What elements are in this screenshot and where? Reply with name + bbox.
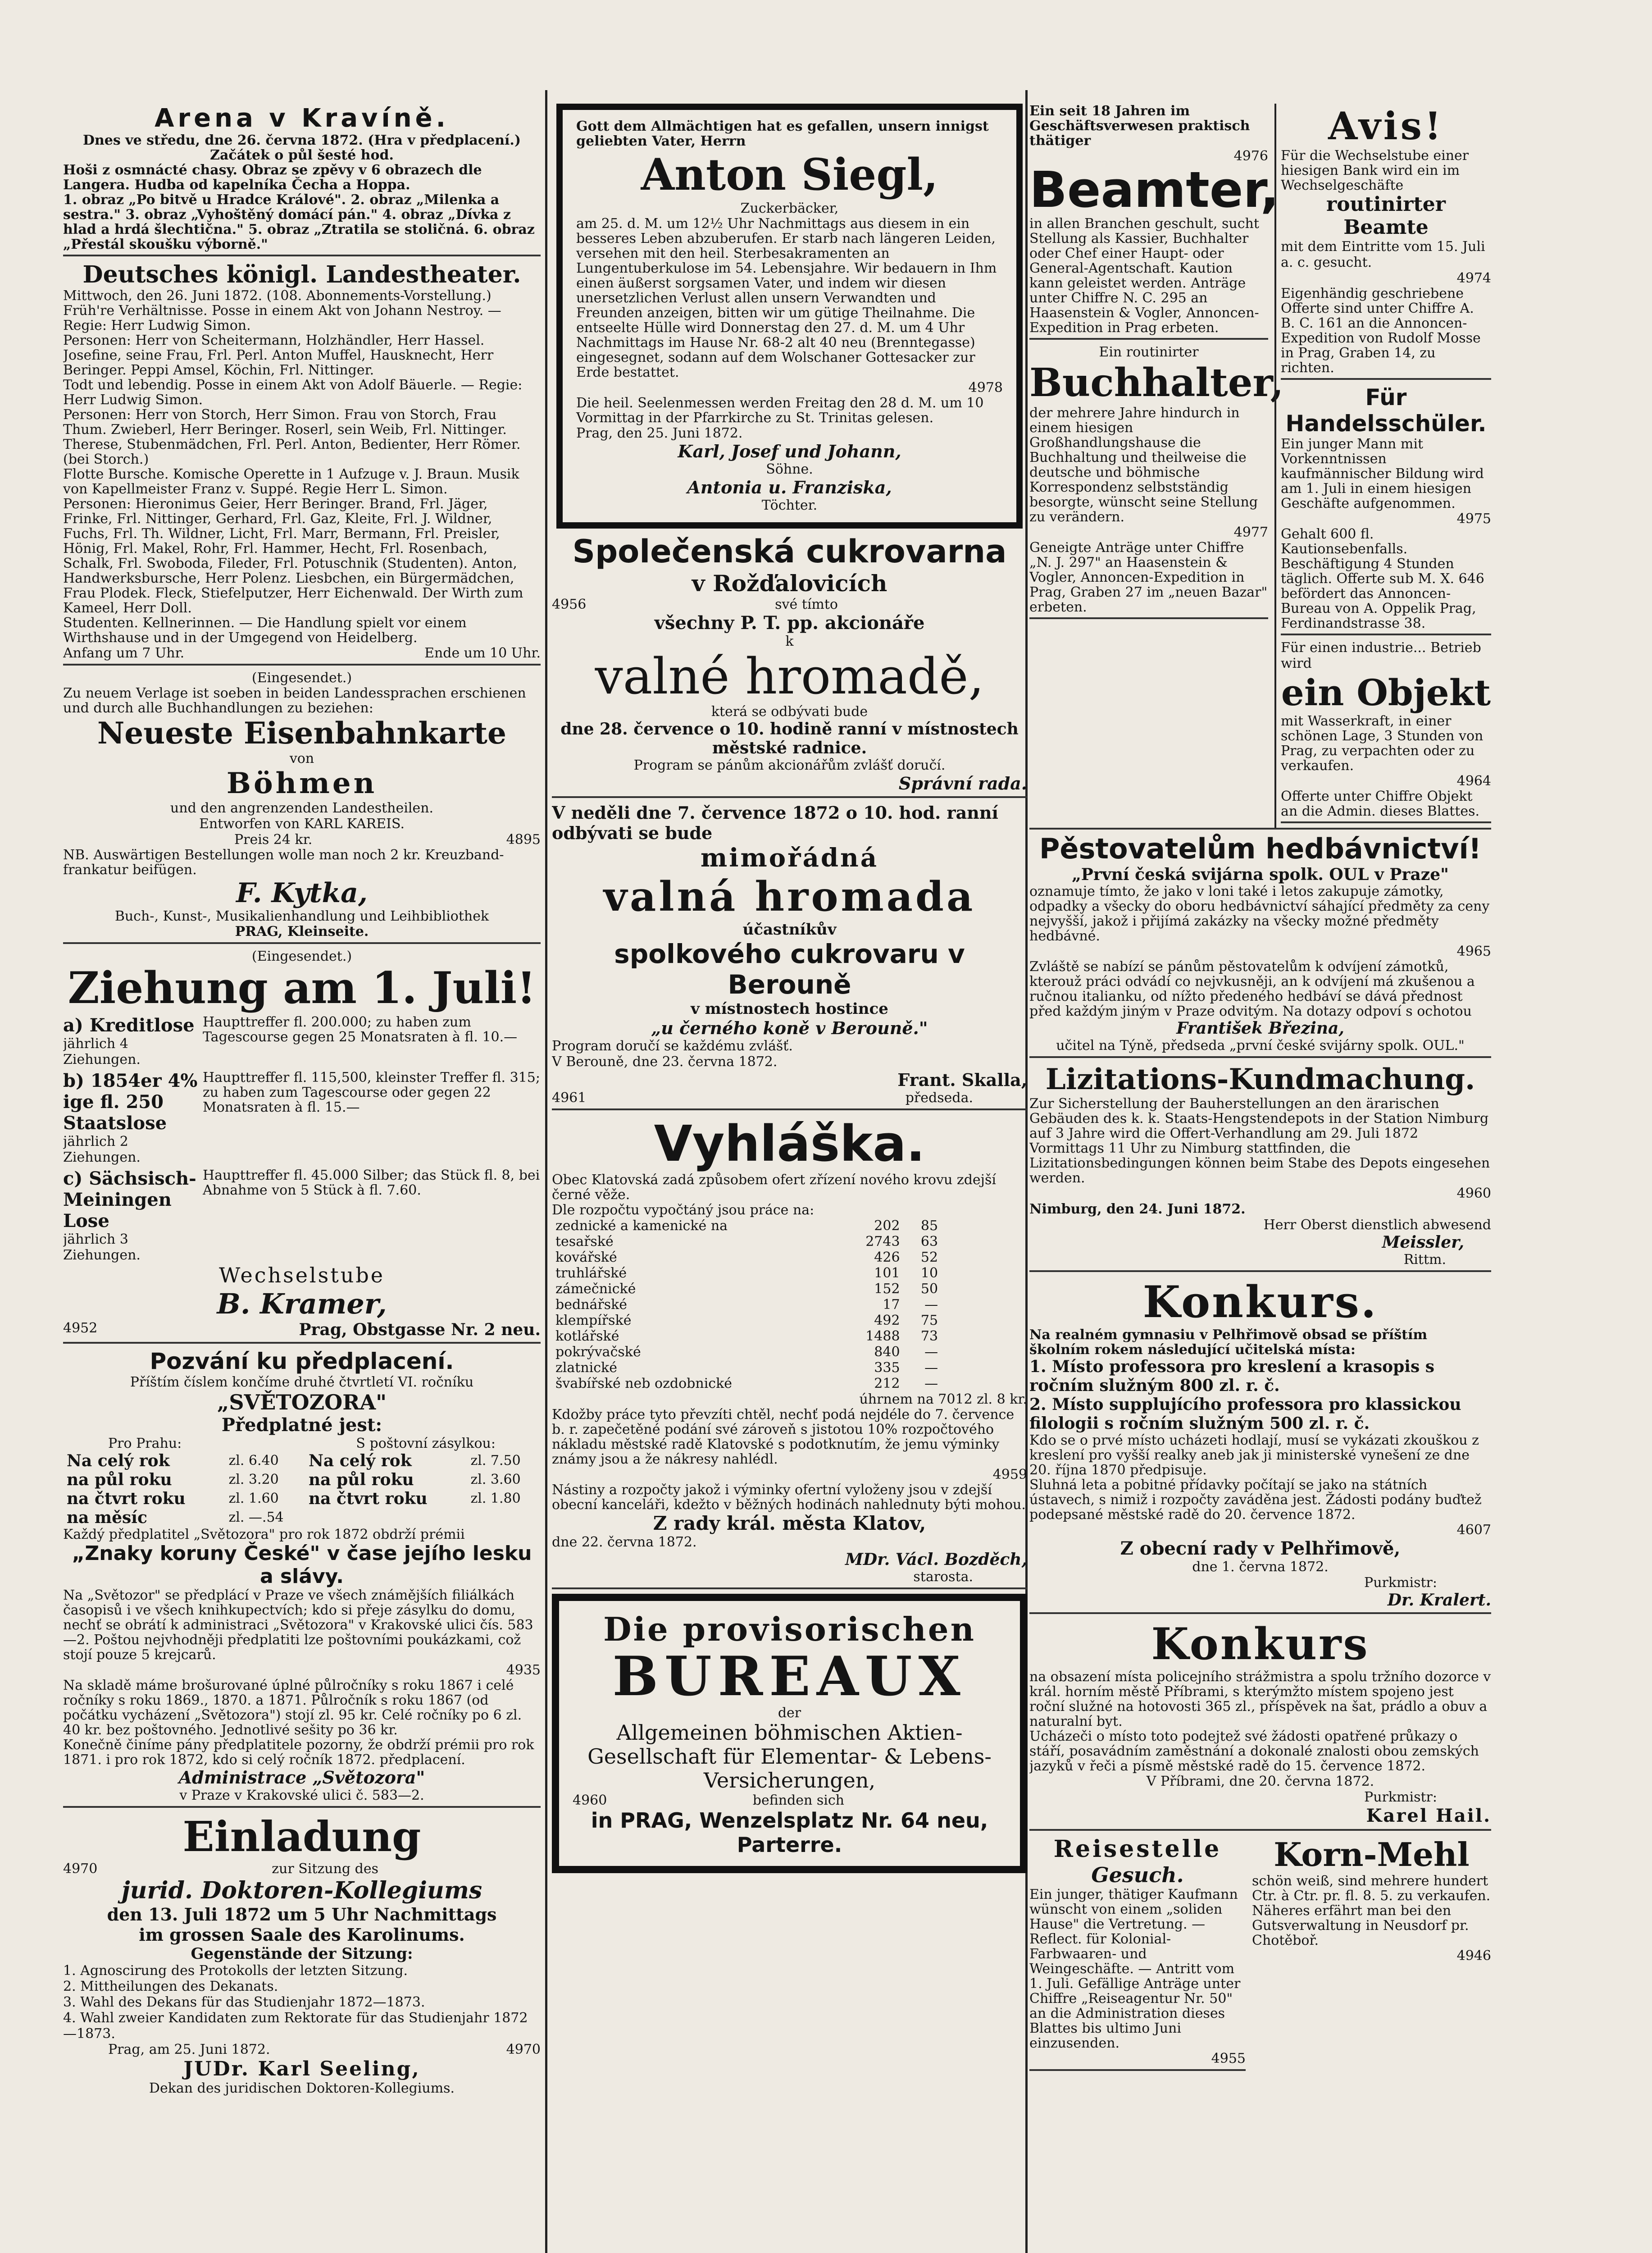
- arena-line: 1. obraz „Po bitvě u Hradce Králové". 2. obraz „Milenka a sestra." 3. obraz „Vyhoštěný domácí pán." 4. obraz „Dívka z hlad a hrdá šlechtična." 5. obraz „Ztratila se stoličná. 6. obraz „Přestál skoušku výborně.": [63, 192, 535, 252]
- sugar1-sign: Správní rada.: [898, 773, 1027, 794]
- cost-row: zámečnické 152 50: [555, 1281, 938, 1297]
- konkurs1-text3: Sluhná leta a pobitné přídavky počítají se jako na státních ústavech, s nimiž i rozpočty zaváděna jest. Žádosti podány buďtež podepsané městské radě do 20. července 1872.: [1029, 1477, 1482, 1523]
- lizitation-ad: [1029, 1063, 1491, 1272]
- lottery-label: (Eingesendet.): [251, 949, 352, 964]
- cost-row: pokrývačské 840 —: [555, 1344, 938, 1360]
- svetozor-title: Pozvání ku předplacení.: [150, 1348, 454, 1374]
- objekt-title: ein Objekt: [1281, 671, 1491, 714]
- sugar1-date: dne 28. července o 10. hodině ranní v místnostech městské radnice.: [560, 720, 1019, 758]
- sugar1-when: která se odbývati bude: [711, 704, 868, 720]
- handelsschueler-ad: [1281, 384, 1491, 635]
- avis-title: Avis!: [1328, 104, 1444, 148]
- bottom-left-subcolumn: [1029, 1835, 1246, 2075]
- lottery-firm: B. Kramer,: [217, 1287, 387, 1320]
- railmap-country: Böhmen: [226, 766, 378, 800]
- railmap-pub-line: Buch-, Kunst-, Musikalienhandlung und Leihbibliothek: [114, 908, 489, 924]
- bureaux-der: der: [778, 1705, 801, 1721]
- kornmehl-number: 4946: [1456, 1948, 1491, 1964]
- konkurs1-text: Na realném gymnasiu v Pelhřimově obsad se příštím školním rokem následující učitelská místa:: [1029, 1327, 1428, 1358]
- obituary-sons-label: Söhne.: [766, 461, 813, 478]
- top-ads-row: [1029, 104, 1491, 828]
- vyhlaska-ad: [552, 1115, 1027, 1589]
- sugar1-all: všechny P. T. pp. akcionáře: [654, 612, 925, 634]
- objekt-number: 4964: [1456, 773, 1491, 789]
- objekt-text3: Offerte unter Chiffre Objekt an die Admin. dieses Blattes.: [1281, 789, 1480, 819]
- svetozor-ad: [63, 1348, 541, 1808]
- bureaux-address: in PRAG, Wenzelsplatz Nr. 64 neu, Parterre.: [591, 1808, 988, 1857]
- einladung-sign: JUDr. Karl Seeling,: [183, 2057, 420, 2080]
- konkurs1-title: Konkurs.: [1142, 1277, 1378, 1327]
- sugar2-place: v místnostech hostince: [691, 1000, 888, 1018]
- obituary-daughters-label: Töchter.: [761, 497, 818, 514]
- cost-row: zednické a kamenické na 202 85: [555, 1218, 938, 1234]
- vyhlaska-number: 4959: [992, 1467, 1027, 1483]
- cost-row: kotlářské 1488 73: [555, 1328, 938, 1345]
- konkurs1-name: Dr. Kralert.: [1387, 1591, 1491, 1610]
- einladung-agenda-item: 3. Wahl des Dekans für das Studienjahr 1872—1873.: [63, 1994, 425, 2010]
- sugar1-program: Program se pánům akcionářům zvlášť doručí.: [633, 757, 946, 774]
- svetozor-admin: Administrace „Světozora": [178, 1767, 425, 1788]
- lottery-item-text: Haupttreffer fl. 115,500, kleinster Treffer fl. 315; zu haben zum Tagescourse oder gegen 22 Monatsraten à fl. 15.—: [203, 1069, 540, 1115]
- sugar2-program: Program doručí se každému zvlášť.: [552, 1038, 793, 1054]
- vyhlaska-intro: Obec Klatovská zadá způsobem ofert zřízení nového krovu zdejší černé věže.: [552, 1172, 996, 1203]
- sugar2-sign-role: předseda.: [905, 1090, 973, 1106]
- vyhlaska-total: úhrnem na 7012 zl. 8 kr.: [859, 1391, 1027, 1408]
- railmap-label: (Eingesendet.): [251, 670, 352, 686]
- obituary-sons: Karl, Josef und Johann,: [678, 441, 901, 462]
- obituary-name: Anton Siegl,: [641, 149, 938, 200]
- reise-gesuch: Gesuch.: [1091, 1863, 1184, 1887]
- railmap-pub-city: PRAG, Kleinseite.: [235, 924, 369, 940]
- svetozor-number: 4935: [506, 1662, 541, 1678]
- obituary-profession: Zuckerbäcker,: [740, 201, 839, 217]
- lottery-item: [63, 1168, 541, 1263]
- sugar2-sign: Frant. Skalla,: [897, 1070, 1027, 1090]
- lizitation-sign: Herr Oberst dienstlich abwesend: [1263, 1217, 1491, 1233]
- lizitation-name: Meissler,: [1382, 1233, 1464, 1252]
- price-row: na čtvrt roku zl. 1.60 na čtvrt roku zl. 1.80: [67, 1489, 521, 1508]
- lottery-number: 4952: [63, 1320, 98, 1336]
- railmap-title: Neueste Eisenbahnkarte: [97, 716, 507, 751]
- reise-title: Reisestelle: [1053, 1835, 1222, 1863]
- silk-ad: [1029, 828, 1491, 1058]
- silk-text2: Zvláště se nabízí se pánům pěstovatelům k odvíjení zámotků, kterouž práci odvádí co nejvkusněji, an k odvíjení má zkušenou a ručnou italianku, od nížto předeného hedbáví se dává přednost před každým jiným v Praze odvitým. Na dotazy odpoví s ochotou: [1029, 959, 1475, 1019]
- svetozor-premium: „Znaky koruny České" v čase jejího lesku a slávy.: [72, 1542, 532, 1588]
- vyhlaska-text2: Nástiny a rozpočty jakož i výminky ofertní vyloženy jsou v zdejší obecní kanceláři, kdežto v běžných hodinách nahlednuty býti mohou.: [552, 1482, 1026, 1513]
- bottom-ads-row: [1029, 1835, 1491, 2075]
- sugar-extraordinary-ad: [552, 803, 1027, 1110]
- svetozor-intro: Příštím číslem končíme druhé čtvrtletí VI. ročníku: [130, 1374, 474, 1390]
- railmap-nb: NB. Auswärtigen Bestellungen wolle man noch 2 kr. Kreuzband-frankatur beifügen.: [63, 847, 504, 878]
- vyhlaska-text: Kdožby práce tyto převzíti chtěl, nechť podá nejdéle do 7. července b. r. zapečetěné podání své zároveň s jistotou 10% rozpočtového nákladu městské radě Klatovské s podotknutím, že jemu výminky známy jsou a že nákresy nahlédl.: [552, 1407, 1015, 1468]
- konkurs1-item2: 2. Místo supplujícího professora pro klassickou filologii s ročním služným 500 zl. r. č.: [1029, 1395, 1461, 1433]
- svetozor-right-header: S poštovní zásylkou:: [356, 1435, 496, 1451]
- theater-line: Studenten. Kellnerinnen. — Die Handlung spielt vor einem Wirthshause und in der Umgegend von Heidelberg.: [63, 615, 467, 646]
- obituary-mass: Die heil. Seelenmessen werden Freitag den 28 d. M. um 10 Vormittag in der Pfarrkirche zu St. Trinitas gelesen.: [576, 395, 984, 426]
- sugar1-invite: své tímto: [775, 597, 838, 613]
- lottery-item-sub: jährlich 4 Ziehungen.: [63, 1035, 141, 1067]
- theater-ad: [63, 261, 541, 666]
- left-subcolumn: [1029, 104, 1284, 828]
- silk-firm: „První česká svijárna spolk. OUL v Praze": [1072, 865, 1449, 884]
- lottery-office: Wechselstube: [218, 1263, 385, 1287]
- theater-line: Mittwoch, den 26. Juni 1872. (108. Abonnements-Vorstellung.): [63, 288, 492, 304]
- silk-sign-role: učitel na Týně, předseda „první české svijárny spolk. OUL.": [1056, 1038, 1465, 1054]
- konkurs2-text2: Ucházeči o místo toto podejtež své žádosti opatřené průkazy o stáří, posavádním zaměstnání a dokonalé znalosti obou zemských jazyků v řeči a písmě městské radě do 15. července 1872.: [1029, 1729, 1479, 1774]
- kornmehl-text: schön weiß, sind mehrere hundert Ctr. à Ctr. pr. fl. 8. 5. zu verkaufen. Näheres erfährt man bei den Gutsverwaltung in Neusdorf pr. Chotěboř.: [1252, 1873, 1491, 1948]
- svetozor-stock: Na skladě máme brošurované úplné půlročníky s roku 1867 i celé ročníky s roku 1869., 1870. a 1871. Půlročník s roku 1867 (od počátku vycházení „Světozora") stojí zl. 95 kr. Celé ročníky po 6 zl. 40 kr. bez poštovného. Jednotlivé sešity po 36 kr.: [63, 1677, 522, 1738]
- bureaux-company: Allgemeinen böhmischen Aktien-Gesellschaft für Elementar- & Lebens-Versicherungen,: [587, 1720, 992, 1792]
- handelsschueler-number: 4975: [1456, 511, 1491, 527]
- cost-row: švabířské neb ozdobnické 212 —: [555, 1376, 938, 1392]
- einladung-agenda-item: 1. Agnoscirung des Protokolls der letzten Sitzung.: [63, 1962, 408, 1979]
- railmap-number: 4895: [506, 832, 541, 848]
- arena-title: Arena v Kravíně.: [155, 104, 449, 133]
- theater-start: Anfang um 7 Uhr.: [63, 645, 185, 661]
- handelsschueler-title: Für Handelsschüler.: [1285, 384, 1487, 437]
- einladung-sign2: Dekan des juridischen Doktoren-Kollegiums.: [149, 2080, 455, 2096]
- handelsschueler-text2: Gehalt 600 fl. Kautionsebenfalls. Beschäftigung 4 Stunden täglich. Offerte sub M. X. 646 befördert das Annoncen-Bureau von A. Oppelik Prag, Ferdinandstrasse 38.: [1281, 526, 1484, 631]
- objekt-text2: mit Wasserkraft, in einer schönen Lage, 3 Stunden von Prag, zu verpachten oder zu verkaufen.: [1281, 713, 1484, 774]
- svetozor-left-header: Pro Prahu:: [108, 1435, 182, 1451]
- price-row: na půl roku zl. 3.20 na půl roku zl. 3.60: [67, 1470, 521, 1489]
- lottery-ad: [63, 949, 541, 1344]
- bureaux-number: 4960: [573, 1792, 607, 1808]
- sugar2-company: spolkového cukrovaru v Berouně: [614, 939, 965, 1000]
- column-right: [1029, 104, 1491, 2253]
- einladung-place: im grossen Saale des Karolinums.: [139, 1924, 465, 1945]
- cost-row: kovářské 426 52: [555, 1250, 938, 1266]
- obituary-date: Prag, den 25. Juni 1872.: [576, 425, 743, 442]
- konkurs1-mayor: Purkmistr:: [1364, 1575, 1437, 1591]
- obituary-notice: [556, 104, 1023, 529]
- beamter-title: Beamter,: [1029, 161, 1279, 219]
- railmap-author: Entworfen von KARL KAREIS.: [199, 816, 405, 832]
- avis-number: 4974: [1456, 270, 1491, 286]
- lottery-item-sub: jährlich 3 Ziehungen.: [63, 1231, 141, 1263]
- price-row: na měsíc zl. —.54: [67, 1508, 284, 1527]
- buchhalter-ad: [1029, 344, 1284, 619]
- objekt-text: Für einen industrie... Betrieb wird: [1281, 640, 1481, 671]
- buchhalter-text: der mehrere Jahre hindurch in einem hiesigen Großhandlungshause die Buchhaltung und theilweise die deutsche und böhmische Korrespondenz selbstständig besorgte, wünscht seine Stellung zu verändern.: [1029, 405, 1258, 525]
- right-subcolumn: [1274, 104, 1491, 828]
- cost-row: truhlářské 101 10: [555, 1265, 938, 1282]
- arena-line: Začátek o půl šesté hod.: [210, 147, 394, 163]
- sugar1-number: 4956: [552, 597, 587, 613]
- lottery-item-name: b) 1854er 4% ige fl. 250 Staatslose: [63, 1070, 198, 1134]
- theater-title: Deutsches königl. Landestheater.: [82, 261, 521, 288]
- beamter-ad: [1029, 104, 1279, 340]
- vyhlaska-date: dne 22. června 1872.: [552, 1534, 697, 1551]
- konkurs2-text: na obsazení místa policejního strážmistra a spolu tržního dozorce v král. horním městě Příbrami, s kterýmžto místem spojeno jest roční služné na hotovosti 365 zl., příspěvek na šat, prádlo a obuv a naturalní byt.: [1029, 1669, 1491, 1729]
- konkurs-pribram-ad: [1029, 1619, 1491, 1831]
- lottery-item-text: Haupttreffer fl. 45.000 Silber; das Stück fl. 8, bei Abnahme von 5 Stück à fl. 7.60.: [203, 1167, 540, 1198]
- vyhlaska-sign: Z rady král. města Klatov,: [653, 1512, 926, 1535]
- lottery-item-name: c) Sächsisch-Meiningen Lose: [63, 1168, 196, 1231]
- theater-line: Personen: Herr von Scheitermann, Holzhändler, Herr Hassel. Josefine, seine Frau, Frl. Perl. Anton Muffel, Hausknecht, Herr Beringer. Peppi Amsel, Köchin, Frl. Nittinger.: [63, 333, 494, 378]
- einladung-number: 4970: [63, 1861, 98, 1877]
- price-row: Na celý rok zl. 6.40 Na celý rok zl. 7.50: [67, 1451, 521, 1470]
- konkurs1-date: dne 1. června 1872.: [1192, 1559, 1329, 1575]
- konkurs1-item1: 1. Místo professora pro kreslení a krasopis s ročním služným 800 zl. r. č.: [1029, 1357, 1435, 1395]
- einladung-name: jurid. Doktoren-Kollegiums: [121, 1876, 482, 1904]
- avis-text3: Eigenhändig geschriebene Offerte sind unter Chiffre A. B. C. 161 an die Annoncen-Expedition von Rudolf Mosse in Prag, Graben 14, zu richten.: [1281, 286, 1481, 376]
- einladung-agenda-item: 4. Wahl zweier Kandidaten zum Rektorate für das Studienjahr 1872—1873.: [63, 2010, 528, 2042]
- theater-line: Todt und lebendig. Posse in einem Akt von Adolf Bäuerle. — Regie: Herr Ludwig Simon.: [63, 377, 523, 408]
- svetozor-price-table: [63, 1451, 541, 1527]
- reise-number: 4955: [1211, 2051, 1246, 2066]
- arena-ad: [63, 104, 541, 256]
- silk-number: 4965: [1456, 944, 1491, 959]
- silk-text: oznamuje tímto, že jako v loni také i letos zakupuje zámotky, odpadky a všecky do oboru hedbávnictví sáhající předměty za ceny nejvyšší, jakož i přijímá zakázky na všecky možné předměty hedbávné.: [1029, 884, 1490, 944]
- beamter-text: in allen Branchen geschult, sucht Stellung als Kassier, Buchhalter oder Chef einer Haupt- oder General-Agentschaft. Kaution kann geleistet werden. Anträge unter Chiffre N. C. 295 an Haasenstein & Vogler, Annoncen-Expedition in Prag erbeten.: [1029, 215, 1259, 336]
- theater-line: Früh're Verhältnisse. Posse in einem Akt von Johann Nestroy. — Regie: Herr Ludwig Simon.: [63, 303, 501, 333]
- einladung-date2: Prag, am 25. Juni 1872.: [108, 2041, 270, 2057]
- einladung-date: den 13. Juli 1872 um 5 Uhr Nachmittags: [107, 1904, 497, 1925]
- bureaux-befinden: befinden sich: [752, 1792, 844, 1808]
- sugar2-date2: V Berouně, dne 23. června 1872.: [552, 1054, 778, 1070]
- lizitation-role: Rittm.: [1403, 1252, 1446, 1268]
- reise-text: Ein junger, thätiger Kaufmann wünscht von einem „soliden Hause" die Vertretung. — Reflect. für Kolonial-Farbwaaren- und Weingeschäfte. — Antritt vom 1. Juli. Gefällige Anträge unter Chiffre „Reiseagentur Nr. 50" an die Administration dieses Blattes bis ultimo Juni einzusenden.: [1029, 1887, 1241, 2051]
- vyhlaska-rozpocet: Dle rozpočtu vypočtáný jsou práce na:: [552, 1202, 815, 1218]
- cost-row: klempířské 492 75: [555, 1313, 938, 1329]
- einladung-agenda-item: 2. Mittheilungen des Dekanats.: [63, 1978, 278, 1994]
- lizitation-number: 4960: [1456, 1186, 1491, 1201]
- column-left: [63, 104, 541, 2253]
- railmap-intro: Zu neuem Verlage ist soeben in beiden Landessprachen erschienen und durch alle Buchhandlungen zu beziehen:: [63, 685, 526, 716]
- avis-text2: mit dem Eintritte vom 15. Juli a. c. gesucht.: [1281, 239, 1485, 270]
- einladung-agenda-title: Gegenstände der Sitzung:: [191, 1944, 413, 1963]
- beamter-intro: Ein seit 18 Jahren im Geschäftsverwesen praktisch thätiger: [1029, 104, 1250, 149]
- railmap-von: von: [289, 751, 314, 766]
- bottom-right-subcolumn: [1252, 1835, 1491, 2075]
- svetozor-admin-addr: v Praze v Krakovské ulici č. 583—2.: [179, 1787, 424, 1803]
- einladung-ad: [63, 1812, 541, 2099]
- konkurs2-date: V Příbrami, dne 20. června 1872.: [1146, 1774, 1374, 1789]
- bureaux-title: BUREAUX: [612, 1645, 967, 1709]
- handelsschueler-text: Ein junger Mann mit Vorkenntnissen kaufmännischer Bildung wird am 1. Juli in einem hiesigen Geschäfte aufgenommen.: [1281, 436, 1484, 511]
- sugar1-place: v Rožďalovicích: [692, 570, 887, 597]
- objekt-ad: [1281, 640, 1491, 823]
- lizitation-date: Nimburg, den 24. Juni 1872.: [1029, 1201, 1246, 1217]
- reise-ad: [1029, 1835, 1246, 2071]
- theater-line: Flotte Bursche. Komische Operette in 1 Aufzuge v. J. Braun. Musik von Kapellmeister Franz v. Suppé. Regie Herr L. Simon.: [63, 466, 519, 497]
- einladung-number2: 4970: [506, 2041, 541, 2057]
- sugar-meeting-ad: [552, 533, 1027, 798]
- railmap-publisher: F. Kytka,: [236, 877, 368, 909]
- cost-row: zlatnické 335 —: [555, 1360, 938, 1376]
- svetozor-each: Každý předplatitel „Světozora" pro rok 1872 obdrží prémii: [63, 1526, 465, 1542]
- obituary-number: 4978: [968, 380, 1003, 396]
- svetozor-end: Konečně činíme pány předplatitele pozorny, že obdrží prémii pro rok 1871. i pro rok 1872, kdo si celý ročník 1872. předplacení.: [63, 1737, 534, 1768]
- buchhalter-intro: Ein routinirter: [1099, 344, 1199, 360]
- kornmehl-ad: [1252, 1835, 1491, 1966]
- railmap-price: Preis 24 kr.: [234, 832, 313, 848]
- railmap-ad: [63, 670, 541, 944]
- avis-ad: [1281, 104, 1491, 380]
- konkurs1-text2: Kdo se o prvé místo ucházeti hodlají, musí se vykázati zkouškou z kreslení pro vyšší realky aneb jak ji ministerské vynešení ze dne 20. října 1870 předpisuje.: [1029, 1432, 1479, 1478]
- svetozor-body: Na „Světozor" se předplácí v Praze ve všech známějších filiálkách časopisů i ve všech knihkupectvích; kdo si přeje zásylku do domu, nechť se obrátí k administraci „Světozora" v Krakovské ulici čís. 583—2. Poštou nejvhodněji předplatiti lze poštovními poukázkami, což stojí pouze 5 krejcarů.: [63, 1587, 533, 1663]
- buchhalter-title: Buchhalter,: [1029, 360, 1284, 406]
- vyhlaska-mayor: MDr. Václ. Bozděch,: [845, 1550, 1027, 1569]
- bureaux-ad: [552, 1594, 1027, 1873]
- railmap-sub: und den angrenzenden Landestheilen.: [170, 800, 434, 816]
- lizitation-title: Lizitations-Kundmachung.: [1045, 1063, 1475, 1096]
- sugar2-inn: „u černého koně v Berouně.": [651, 1018, 928, 1039]
- cost-row: tesařské 2743 63: [555, 1234, 938, 1250]
- einladung-title: Einladung: [182, 1812, 421, 1861]
- sugar2-date: V neděli dne 7. července 1872 o 10. hod. ranní odbývati se bude: [552, 803, 998, 844]
- lizitation-text: Zur Sicherstellung der Bauherstellungen an den ärarischen Gebäuden des k. k. Staats-Hengstendepots in der Station Nimburg auf 3 Jahre wird die Offert-Verhandlung am 29. Juli 1872 Vormittags 11 Uhr zu Nimburg stattfinden, die Lizitationsbedingungen können beim Stabe des Depots eingesehen werden.: [1029, 1096, 1490, 1186]
- konkurs2-role: Purkmistr:: [1364, 1789, 1437, 1805]
- konkurs2-title: Konkurs: [1151, 1619, 1370, 1669]
- sugar1-title: Společenská cukrovarna: [572, 533, 1007, 570]
- einladung-zur: zur Sitzung des: [272, 1861, 378, 1877]
- beamter-number: 4976: [1233, 148, 1268, 164]
- lottery-item-name: a) Kreditlose: [63, 1014, 195, 1036]
- sugar2-big: valná hromada: [603, 873, 976, 921]
- lottery-item: [63, 1015, 541, 1067]
- svetozor-subtitle: Předplatné jest:: [221, 1414, 382, 1436]
- theater-end: Ende um 10 Uhr.: [424, 645, 541, 661]
- lottery-item: [63, 1070, 541, 1165]
- buchhalter-text2: Geneigte Anträge unter Chiffre „N. J. 297" an Haasenstein & Vogler, Annoncen-Expedition in Prag, Graben 27 im „neuen Bazar" erbeten.: [1029, 539, 1268, 615]
- cost-row: bednářské 17 —: [555, 1297, 938, 1313]
- obituary-intro: Gott dem Allmächtigen hat es gefallen, unsern innigst geliebten Vater, Herrn: [576, 119, 989, 149]
- vyhlaska-mayor-role: starosta.: [913, 1569, 973, 1585]
- silk-sign: František Březina,: [1176, 1019, 1344, 1038]
- vyhlaska-title: Vyhláška.: [654, 1115, 925, 1173]
- bureaux-die: Die provisorischen: [603, 1610, 976, 1649]
- sugar2-participants: účastníkův: [742, 921, 837, 939]
- column-rule-1: [545, 90, 547, 2253]
- arena-line: Dnes ve středu, dne 26. června 1872. (Hra v předplacení.): [82, 132, 521, 148]
- silk-title: Pěstovatelům hedbávnictví!: [1039, 832, 1482, 865]
- konkurs1-sign: Z obecní rady v Pelhřimově,: [1120, 1538, 1401, 1559]
- avis-bold: routinirter Beamte: [1326, 193, 1446, 239]
- lottery-item-text: Haupttreffer fl. 200.000; zu haben zum Tagescourse gegen 25 Monatsraten à fl. 10.—: [203, 1014, 518, 1045]
- buchhalter-number: 4977: [1233, 524, 1268, 540]
- arena-line: Hoši z osmnácté chasy. Obraz se zpěvy v 6 obrazech dle Langera. Hudba od kapelníka Čecha a Hoppa.: [63, 162, 482, 193]
- obituary-text: am 25. d. M. um 12½ Uhr Nachmittags aus diesem in ein besseres Leben abzuberufen. Er starb nach längeren Leiden, versehen mit den heil. Sterbesakramenten an Lungentuberkulose im 54. Lebensjahre. Wir bedauern in Ihm einen äußerst sorgsamen Vater, und indem wir diesen unersetzlichen Verlust allen unsern Verwandten und Freunden anzeigen, bitten wir um gütige Theilnahme. Die entseelte Hülle wird Donnerstag den 27. d. M. um 4 Uhr Nachmittags im Hause Nr. 68-2 alt 40 neu (Brenntegasse) eingesegnet, sodann auf dem Wolschaner Gottesacker zur Erde bestattet.: [576, 216, 997, 381]
- obituary-daughters: Antonia u. Franziska,: [687, 477, 892, 498]
- konkurs-pelhrimov-ad: [1029, 1277, 1491, 1614]
- konkurs2-name: Karel Hail.: [1366, 1805, 1491, 1826]
- konkurs1-number: 4607: [1456, 1522, 1491, 1538]
- vyhlaska-cost-table: [552, 1218, 942, 1391]
- sugar1-k: k: [785, 634, 794, 650]
- sugar2-number: 4961: [552, 1090, 587, 1106]
- kornmehl-title: Korn-Mehl: [1274, 1835, 1470, 1874]
- avis-text: Für die Wechselstube einer hiesigen Bank wird ein im Wechselgeschäfte: [1281, 148, 1469, 193]
- theater-line: Personen: Hieronimus Geier, Herr Beringer. Brand, Frl. Jäger, Frinke, Frl. Nittinger, Gerhard, Frl. Gaz, Kleite, Frl. J. Wildner, Fuchs, Frl. Th. Wildner, Licht, Frl. Marr, Bermann, Frl. Preisler, Hönig, Frl. Makel, Rohr, Frl. Hammer, Hecht, Frl. Rosenbach, Schalk, Frl. Swoboda, Fileder, Frl. Potuschnik (Studenten). Anton, Handwerksbursche, Herr Polenz. Liesbchen, ein Bürgermädchen, Frau Plodek. Fleck, Stiefelputzer, Herr Eichenwald. Der Wirth zum Kameel, Herr Doll.: [63, 496, 523, 616]
- sugar2-kind: mimořádná: [700, 843, 879, 873]
- theater-line: Personen: Herr von Storch, Herr Simon. Frau von Storch, Frau Thum. Zwieberl, Herr Beringer. Roserl, sein Weib, Frl. Nittinger. Therese, Stubenmädchen, Frl. Perl. Anton, Bedienter, Herr Römer. (bei Storch.): [63, 407, 521, 467]
- lottery-address: Prag, Obstgasse Nr. 2 neu.: [299, 1320, 541, 1339]
- lottery-item-sub: jährlich 2 Ziehungen.: [63, 1133, 141, 1165]
- sugar1-big: valné hromadě,: [595, 648, 984, 706]
- lottery-title: Ziehung am 1. Juli!: [68, 962, 536, 1013]
- column-middle: [552, 104, 1027, 2253]
- svetozor-name: „SVĚTOZORA": [217, 1390, 387, 1414]
